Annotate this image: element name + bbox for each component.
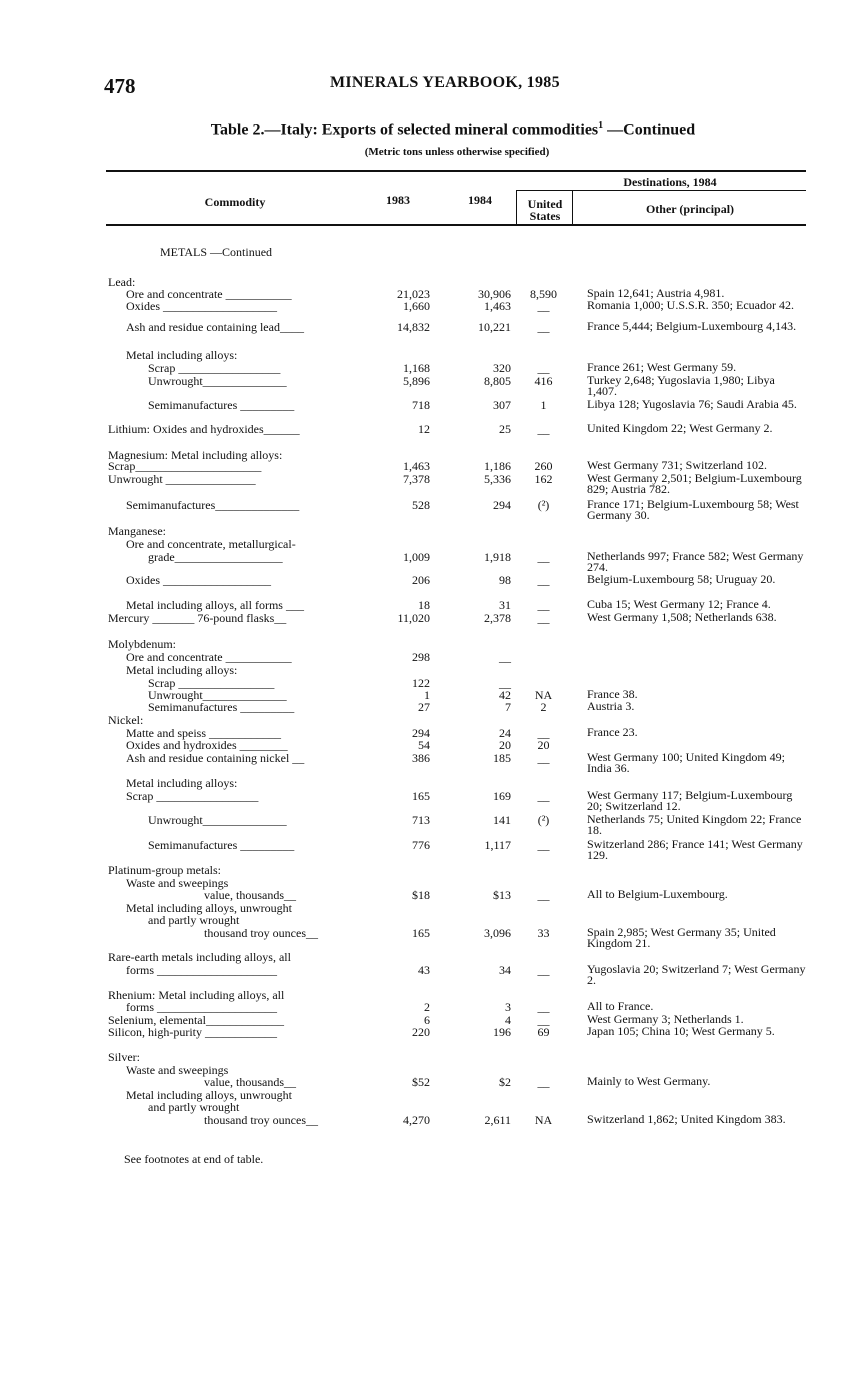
other-destinations-cell: West Germany 1,508; Netherlands 638. <box>587 610 777 624</box>
other-destinations-cell: West Germany 100; United Kingdom 49; India 36. <box>587 750 786 775</box>
other-destinations-cell: All to Belgium-Luxembourg. <box>587 887 728 901</box>
table-row <box>0 925 864 950</box>
other-destinations-cell: Cuba 15; West Germany 12; France 4. <box>587 597 771 611</box>
commodity-cell: Silver: <box>108 1050 140 1064</box>
united-states-cell: 416 <box>534 374 553 388</box>
header-commodity: Commodity <box>204 195 266 209</box>
united-states-cell: 260 <box>534 459 553 473</box>
other-destinations-cell: Netherlands 997; France 582; West Germany 274. <box>587 549 804 574</box>
united-states-cell: __ <box>537 550 550 564</box>
commodity-cell: Scrap _________________ <box>148 361 281 375</box>
commodity-cell: value, thousands__ <box>204 1075 296 1089</box>
commodity-cell: Lead: <box>108 275 136 289</box>
value-1984-cell: 307 <box>493 398 511 412</box>
commodity-cell: Ore and concentrate ___________ <box>126 650 292 664</box>
united-states-cell: 20 <box>537 738 550 752</box>
header-top-rule <box>106 170 806 172</box>
commodity-cell: Scrap _________________ <box>126 789 259 803</box>
value-1984-cell: 3 <box>505 1000 511 1014</box>
commodity-cell: Ore and concentrate, metallurgical- <box>126 537 296 551</box>
commodity-cell: Metal including alloys, all forms ___ <box>126 598 304 612</box>
value-1984-cell: 2,378 <box>484 611 511 625</box>
united-states-cell: 2 <box>540 700 547 714</box>
commodity-cell: Ore and concentrate ___________ <box>126 287 292 301</box>
commodity-cell: Semimanufactures______________ <box>126 498 300 512</box>
header-1984: 1984 <box>468 193 492 207</box>
value-1983-cell: 54 <box>418 738 430 752</box>
commodity-cell: Mercury _______ 76-pound flasks__ <box>108 611 287 625</box>
value-1983-cell: 1,660 <box>403 299 430 313</box>
header-other-principal: Other (principal) <box>645 202 735 216</box>
commodity-cell: Rhenium: Metal including alloys, all <box>108 988 285 1002</box>
united-states-cell: __ <box>537 751 550 765</box>
commodity-cell: value, thousands__ <box>204 888 296 902</box>
other-destinations-cell: All to France. <box>587 999 654 1013</box>
value-1984-cell: $2 <box>499 1075 511 1089</box>
commodity-cell: Selenium, elemental_____________ <box>108 1013 284 1027</box>
commodity-cell: Platinum-group metals: <box>108 863 221 877</box>
other-destinations-cell: Libya 128; Yugoslavia 76; Saudi Arabia 45. <box>587 397 797 411</box>
united-states-cell: __ <box>537 573 550 587</box>
commodity-cell: Waste and sweepings <box>126 1063 229 1077</box>
destinations-rule <box>516 190 806 191</box>
commodity-cell: and partly wrought <box>148 1100 240 1114</box>
united-states-cell: __ <box>537 789 550 803</box>
footnote: See footnotes at end of table. <box>124 1152 264 1166</box>
table-row <box>0 373 864 398</box>
value-1984-cell: 25 <box>499 422 511 436</box>
value-1984-cell: 294 <box>493 498 511 512</box>
table-row <box>0 574 864 587</box>
united-states-cell: __ <box>537 838 550 852</box>
value-1984-cell: 196 <box>493 1025 511 1039</box>
commodity-cell: Scrap_____________________ <box>108 459 262 473</box>
value-1984-cell: 31 <box>499 598 511 612</box>
table-title <box>0 120 864 139</box>
united-states-cell: __ <box>537 611 550 625</box>
other-destinations-cell: Austria 3. <box>587 699 635 713</box>
other-destinations-cell: Switzerland 1,862; United Kingdom 383. <box>587 1112 786 1126</box>
value-1983-cell: 713 <box>412 813 430 827</box>
united-states-divider <box>516 190 517 224</box>
united-states-cell: (²) <box>537 498 550 512</box>
value-1983-cell: 1,463 <box>403 459 430 473</box>
table-row <box>0 399 864 412</box>
table-row <box>0 788 864 813</box>
value-1983-cell: 776 <box>412 838 430 852</box>
value-1983-cell: 12 <box>418 422 430 436</box>
other-destinations-cell: Belgium-Luxembourg 58; Uruguay 20. <box>587 572 776 586</box>
united-states-cell: 162 <box>534 472 553 486</box>
united-states-cell: __ <box>537 598 550 612</box>
commodity-cell: forms ____________________ <box>126 1000 277 1014</box>
other-destinations-cell: Japan 105; China 10; West Germany 5. <box>587 1024 775 1038</box>
value-1984-cell: 24 <box>499 726 511 740</box>
other-destinations-cell: France 38. <box>587 687 638 701</box>
table-row <box>0 471 864 496</box>
table-title-footnote-mark: 1 <box>598 120 604 131</box>
commodity-cell: Metal including alloys: <box>126 776 238 790</box>
value-1983-cell: 386 <box>412 751 430 765</box>
commodity-cell: forms ____________________ <box>126 963 277 977</box>
value-1983-cell: 43 <box>418 963 430 977</box>
commodity-cell: Manganese: <box>108 524 166 538</box>
table-row <box>0 300 864 313</box>
other-destinations-cell: France 171; Belgium-Luxembourg 58; West Germany 30. <box>587 497 799 522</box>
table-row <box>0 321 864 334</box>
other-destinations-cell: West Germany 3; Netherlands 1. <box>587 1012 744 1026</box>
value-1983-cell: $52 <box>412 1075 430 1089</box>
other-destinations-cell: France 5,444; Belgium-Luxembourg 4,143. <box>587 319 797 333</box>
header-1983: 1983 <box>386 193 410 207</box>
commodity-cell: Metal including alloys: <box>126 348 238 362</box>
value-1983-cell: 718 <box>412 398 430 412</box>
table-title-suffix: —Continued <box>603 121 696 139</box>
value-1984-cell: 5,336 <box>484 472 511 486</box>
value-1984-cell: 1,186 <box>484 459 511 473</box>
commodity-cell: Semimanufactures _________ <box>148 398 295 412</box>
other-destinations-cell: Yugoslavia 20; Switzerland 7; West Germany 2. <box>587 962 806 987</box>
value-1984-cell: 10,221 <box>478 320 511 334</box>
united-states-cell: __ <box>537 320 550 334</box>
commodity-cell: Oxides ___________________ <box>126 299 277 313</box>
united-states-cell: 8,590 <box>530 287 557 301</box>
commodity-cell: Unwrought______________ <box>148 374 287 388</box>
united-states-cell: __ <box>537 888 550 902</box>
table-row <box>0 497 864 522</box>
other-destinations-cell: Netherlands 75; United Kingdom 22; France 18. <box>587 812 802 837</box>
value-1984-cell: 169 <box>493 789 511 803</box>
table-row <box>0 612 864 625</box>
commodity-cell: and partly wrought <box>148 913 240 927</box>
value-1983-cell: 220 <box>412 1025 430 1039</box>
united-states-cell: (²) <box>537 813 550 827</box>
page-number: 478 <box>104 74 136 98</box>
table-row <box>0 1026 864 1039</box>
united-states-cell: __ <box>537 361 550 375</box>
value-1983-cell: 528 <box>412 498 430 512</box>
value-1983-cell: 165 <box>412 789 430 803</box>
other-destinations-cell: West Germany 731; Switzerland 102. <box>587 458 767 472</box>
value-1984-cell: 34 <box>499 963 511 977</box>
other-destinations-cell: Spain 2,985; West Germany 35; United Kingdom 21. <box>587 925 776 950</box>
value-1984-cell: 185 <box>493 751 511 765</box>
value-1984-cell: 320 <box>493 361 511 375</box>
commodity-cell: thousand troy ounces__ <box>204 1113 318 1127</box>
value-1984-cell: 4 <box>505 1013 511 1027</box>
table-subtitle: (Metric tons unless otherwise specified) <box>364 146 550 158</box>
commodity-cell: Ash and residue containing lead____ <box>126 320 304 334</box>
value-1983-cell: 14,832 <box>397 320 430 334</box>
commodity-cell: Unwrought______________ <box>148 688 287 702</box>
value-1984-cell: 1,918 <box>484 550 511 564</box>
united-states-cell: 1 <box>540 398 547 412</box>
value-1984-cell: 7 <box>505 700 511 714</box>
commodity-cell: Metal including alloys, unwrought <box>126 1088 292 1102</box>
value-1984-cell: 20 <box>499 738 511 752</box>
table-row <box>0 664 864 677</box>
value-1983-cell: 165 <box>412 926 430 940</box>
commodity-cell: Lithium: Oxides and hydroxides______ <box>108 422 300 436</box>
value-1983-cell: 7,378 <box>403 472 430 486</box>
table-row <box>0 812 864 837</box>
running-head: MINERALS YEARBOOK, 1985 <box>330 74 560 91</box>
commodity-cell: Rare-earth metals including alloys, all <box>108 950 291 964</box>
united-states-cell: NA <box>534 688 553 702</box>
other-destinations-cell: Romania 1,000; U.S.S.R. 350; Ecuador 42. <box>587 298 794 312</box>
value-1983-cell: 122 <box>412 676 430 690</box>
value-1984-cell: 42 <box>499 688 511 702</box>
value-1983-cell: 1,168 <box>403 361 430 375</box>
header-bottom-rule <box>106 224 806 226</box>
commodity-cell: Molybdenum: <box>108 637 176 651</box>
other-destinations-cell: France 261; West Germany 59. <box>587 360 737 374</box>
table-row <box>0 423 864 436</box>
value-1983-cell: 2 <box>424 1000 430 1014</box>
commodity-cell: Metal including alloys: <box>126 663 238 677</box>
other-destinations-cell: United Kingdom 22; West Germany 2. <box>587 421 773 435</box>
other-destinations-cell: France 23. <box>587 725 638 739</box>
commodity-cell: Silicon, high-purity ____________ <box>108 1025 277 1039</box>
commodity-cell: Semimanufactures _________ <box>148 838 295 852</box>
commodity-cell: Magnesium: Metal including alloys: <box>108 448 283 462</box>
united-states-cell: 69 <box>537 1025 550 1039</box>
commodity-cell: Metal including alloys, unwrought <box>126 901 292 915</box>
commodity-cell: Semimanufactures _________ <box>148 700 295 714</box>
value-1984-cell: 2,611 <box>484 1113 511 1127</box>
united-states-cell: __ <box>537 1000 550 1014</box>
value-1984-cell: 30,906 <box>478 287 511 301</box>
value-1984-cell: __ <box>499 650 511 664</box>
other-destinations-cell: West Germany 117; Belgium-Luxembourg 20; Switzerland 12. <box>587 788 793 813</box>
united-states-cell: __ <box>537 1075 550 1089</box>
value-1983-cell: 11,020 <box>397 611 430 625</box>
header-united-states: United States <box>527 197 563 223</box>
table-row <box>0 962 864 987</box>
commodity-cell: Scrap ________________ <box>148 676 275 690</box>
value-1983-cell: 206 <box>412 573 430 587</box>
commodity-cell: Ash and residue containing nickel __ <box>126 751 305 765</box>
value-1984-cell: 3,096 <box>484 926 511 940</box>
table-row <box>0 1114 864 1127</box>
commodity-cell: thousand troy ounces__ <box>204 926 318 940</box>
value-1984-cell: 98 <box>499 573 511 587</box>
table-row <box>0 549 864 574</box>
table-title-text: Table 2.—Italy: Exports of selected mineral commodities <box>210 121 599 139</box>
value-1983-cell: 1 <box>424 688 430 702</box>
united-states-cell: 33 <box>537 926 550 940</box>
united-states-cell: __ <box>537 422 550 436</box>
value-1983-cell: 6 <box>424 1013 430 1027</box>
us-other-divider <box>572 190 573 224</box>
value-1984-cell: 8,805 <box>484 374 511 388</box>
header-destinations: Destinations, 1984 <box>623 175 717 189</box>
value-1983-cell: 1,009 <box>403 550 430 564</box>
table-row <box>0 750 864 775</box>
table-row <box>0 837 864 862</box>
value-1984-cell: __ <box>499 676 511 690</box>
other-destinations-cell: West Germany 2,501; Belgium-Luxembourg 829; Austria 782. <box>587 471 802 496</box>
value-1983-cell: 4,270 <box>403 1113 430 1127</box>
value-1983-cell: 27 <box>418 700 430 714</box>
section-label: METALS —Continued <box>160 245 273 259</box>
value-1983-cell: 298 <box>412 650 430 664</box>
united-states-cell: NA <box>534 1113 553 1127</box>
commodity-cell: Nickel: <box>108 713 144 727</box>
commodity-cell: Oxides __________________ <box>126 573 271 587</box>
value-1983-cell: $18 <box>412 888 430 902</box>
value-1984-cell: 141 <box>493 813 511 827</box>
commodity-cell: Unwrought _______________ <box>108 472 256 486</box>
commodity-cell: grade__________________ <box>148 550 283 564</box>
commodity-cell: Unwrought______________ <box>148 813 287 827</box>
value-1983-cell: 294 <box>412 726 430 740</box>
other-destinations-cell: Spain 12,641; Austria 4,981. <box>587 286 725 300</box>
commodity-cell: Matte and speiss ____________ <box>126 726 281 740</box>
other-destinations-cell: Mainly to West Germany. <box>587 1074 711 1088</box>
united-states-cell: __ <box>537 726 550 740</box>
value-1984-cell: $13 <box>493 888 511 902</box>
value-1984-cell: 1,463 <box>484 299 511 313</box>
united-states-cell: __ <box>537 1013 550 1027</box>
value-1984-cell: 1,117 <box>484 838 511 852</box>
other-destinations-cell: Switzerland 286; France 141; West Germany 129. <box>587 837 803 862</box>
value-1983-cell: 18 <box>418 598 430 612</box>
united-states-cell: __ <box>537 963 550 977</box>
commodity-cell: Waste and sweepings <box>126 876 229 890</box>
united-states-cell: __ <box>537 299 550 313</box>
value-1983-cell: 5,896 <box>403 374 430 388</box>
other-destinations-cell: Turkey 2,648; Yugoslavia 1,980; Libya 1,407. <box>587 373 775 398</box>
commodity-cell: Oxides and hydroxides ________ <box>126 738 288 752</box>
value-1983-cell: 21,023 <box>397 287 430 301</box>
